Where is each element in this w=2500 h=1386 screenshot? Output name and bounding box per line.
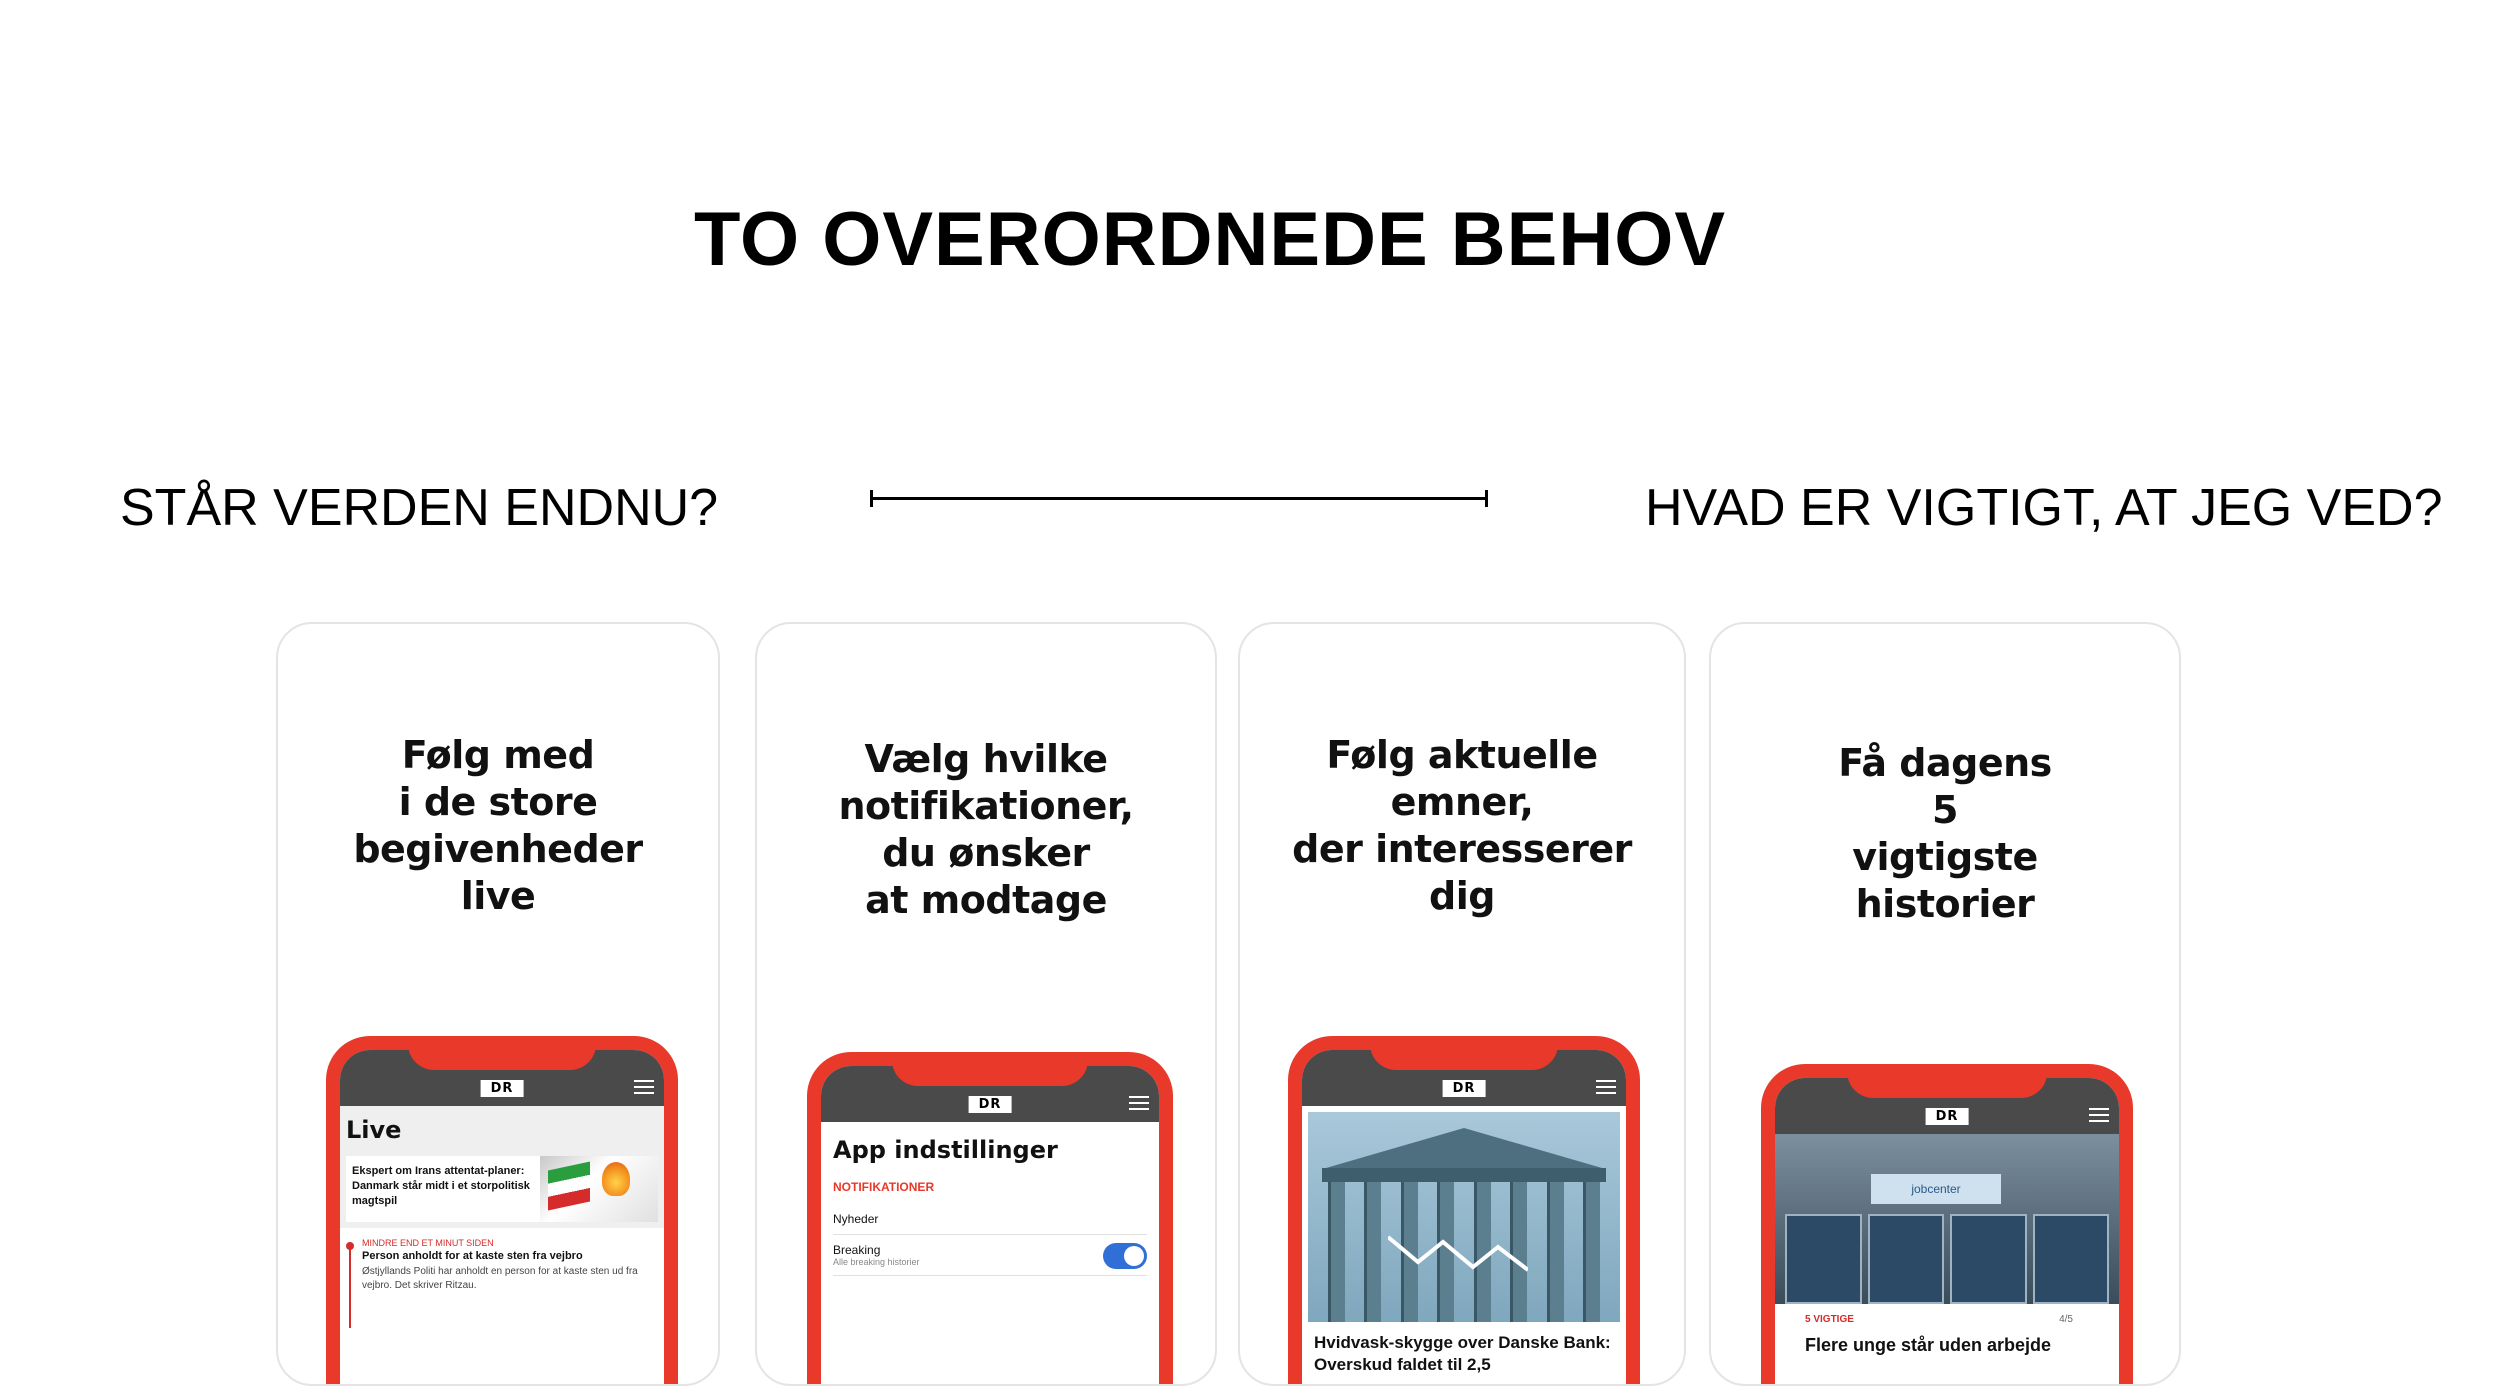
- dr-logo: DR: [1443, 1080, 1486, 1097]
- menu-icon[interactable]: [1129, 1096, 1149, 1114]
- entablature: [1322, 1168, 1606, 1182]
- fire-icon: [602, 1162, 630, 1196]
- decline-graphic: [1388, 1232, 1528, 1272]
- feature-card-notifications: [755, 622, 1217, 1386]
- timeline-time: MINDRE END ET MINUT SIDEN: [362, 1238, 494, 1248]
- menu-icon[interactable]: [634, 1080, 654, 1098]
- row-label: Nyheder: [833, 1212, 879, 1226]
- phone-notch: [892, 1066, 1088, 1086]
- phone-notch: [1847, 1078, 2047, 1098]
- card-caption: Følg med i de store begivenheder live: [353, 733, 643, 919]
- dr-logo: DR: [969, 1096, 1012, 1113]
- jobcenter-sign: jobcenter: [1871, 1174, 2001, 1204]
- live-feature-article[interactable]: [340, 1150, 664, 1228]
- settings-row-breaking[interactable]: [833, 1235, 1147, 1276]
- phone-notch: [1370, 1050, 1558, 1070]
- phone-notch: [408, 1050, 596, 1070]
- live-timeline-item[interactable]: [340, 1228, 664, 1293]
- pediment: [1326, 1128, 1602, 1168]
- notifications-section-label: NOTIFIKATIONER: [833, 1180, 935, 1194]
- card-caption: Få dagens 5 vigtigste historier: [1838, 741, 2052, 927]
- phone-mockup: [1288, 1036, 1640, 1386]
- menu-icon[interactable]: [2089, 1108, 2109, 1126]
- phone-mockup: [1761, 1064, 2133, 1386]
- needs-axis-line: [870, 497, 1488, 500]
- app-header: [821, 1066, 1159, 1122]
- phone-screen: [1775, 1078, 2119, 1386]
- building-windows: [1785, 1214, 2109, 1304]
- phone-screen: [1302, 1050, 1626, 1386]
- live-heading: Live: [340, 1106, 664, 1150]
- feature-card-topics: [1238, 622, 1686, 1386]
- bank-building-image[interactable]: [1308, 1112, 1620, 1322]
- timeline-body: Østjyllands Politi har anholdt en person for at kaste sten ud fra vejbro. Det skriver Ritzau.: [362, 1266, 638, 1291]
- dr-logo: DR: [481, 1080, 524, 1097]
- phone-screen: [821, 1066, 1159, 1386]
- story-counter: 4/5: [2059, 1314, 2073, 1325]
- page-title: TO OVERORDNEDE BEHOV: [693, 197, 1727, 282]
- row-sublabel: Alle breaking historier: [833, 1257, 920, 1267]
- row-label: Breaking: [833, 1243, 881, 1257]
- feature-card-live: [276, 622, 720, 1386]
- story-headline: Flere unge står uden arbejde: [1805, 1335, 2052, 1355]
- card-caption: Følg aktuelle emner, der interesserer dig: [1292, 733, 1632, 919]
- jobcenter-image: [1775, 1134, 2119, 1304]
- card-caption: Vælg hvilke notifikationer, du ønsker at modtage: [838, 737, 1134, 923]
- settings-title: App indstillinger: [833, 1136, 1058, 1164]
- top5-story-card[interactable]: [1791, 1304, 2087, 1367]
- iran-flag-icon: [548, 1162, 590, 1211]
- breaking-toggle[interactable]: [1103, 1243, 1147, 1269]
- feature-image: [540, 1156, 658, 1222]
- app-header: [1302, 1050, 1626, 1106]
- need-right-label: HVAD ER VIGTIGT, AT JEG VED?: [1645, 479, 2443, 537]
- feature-card-top5: [1709, 622, 2181, 1386]
- timeline-headline: Person anholdt for at kaste sten fra vejbro: [362, 1250, 583, 1262]
- settings-row-news[interactable]: [833, 1204, 1147, 1235]
- phone-mockup: [326, 1036, 678, 1386]
- phone-screen: [340, 1050, 664, 1386]
- phone-mockup: [807, 1052, 1173, 1386]
- app-header: [340, 1050, 664, 1106]
- feature-headline: Ekspert om Irans attentat-planer: Danmark står midt i et storpolitisk magtspil: [346, 1156, 540, 1222]
- menu-icon[interactable]: [1596, 1080, 1616, 1098]
- dr-logo: DR: [1926, 1108, 1969, 1125]
- timeline-line: [349, 1248, 351, 1328]
- article-headline[interactable]: Hvidvask-skygge over Danske Bank: Overskud faldet til 2,5: [1314, 1333, 1611, 1375]
- top5-tag: 5 VIGTIGE: [1805, 1314, 1854, 1325]
- need-left-label: STÅR VERDEN ENDNU?: [120, 479, 719, 537]
- app-header: [1775, 1078, 2119, 1134]
